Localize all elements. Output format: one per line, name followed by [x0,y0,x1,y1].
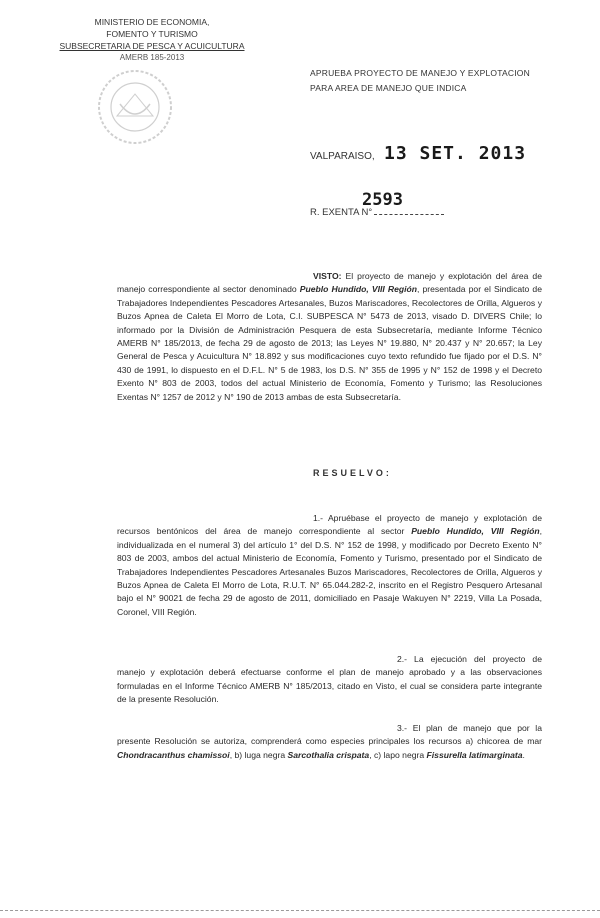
point-3-text-3: , c) lapo negra [369,749,427,760]
resolution-point-3 [117,722,542,762]
resolution-point-1 [117,512,542,619]
species-3: Fissurella latimarginata [426,749,523,760]
visto-sector: Pueblo Hundido, VIII Región [299,284,418,295]
point-2-text: 2.- La ejecución del proyecto de manejo y explotación deberá efectuarse conforme el plan de manejo aprobado y a las observaciones formuladas en el Informe Técnico AMERB N° 185/2013, citado en Visto, el cual se considera parte integrante de la presente Resolución. [117,654,542,705]
resolution-point-2 [117,653,542,707]
point-1-text-1: 1.- Apruébase el proyecto de manejo y explotación de recursos bentónicos del área de manejo correspondiente al sector [117,513,542,537]
exenta-number: 2593 [362,190,403,210]
species-2: Sarcothalia crispata [287,749,370,760]
visto-heading: VISTO: [313,271,342,281]
subject-line-1: APRUEBA PROYECTO DE MANEJO Y EXPLOTACION [310,68,530,78]
resuelvo-heading: RESUELVO: [313,468,392,478]
official-seal-stamp [92,64,178,150]
point-3-text-2: , b) luga negra [229,749,288,760]
point-3-text-1: 3.- El plan de manejo que por la presente Resolución se autoriza, comprenderá como especies principales los recursos a) chicorea de mar [117,723,542,747]
ministry-line-1: MINISTERIO DE ECONOMIA, [94,17,210,27]
visto-paragraph [117,270,542,404]
point-1-text-2: , individualizada en el numeral 3) del artículo 1° del D.S. N° 152 de 1998, y modificado por Decreto Exento N° 803 de 2003, ambos del actual Ministerio de Economía, Fomento y Turismo, presentado por el Sindicato de Trabajadores Independientes Pescadores Artesanales Buzos Mariscadores, Recolectores de Orilla, Algueros y Buzos Apnea de Caleta El Morro de Lota, R.U.T. N° 65.044.282-2, inscrito en el Registro Pesquero Artesanal bajo el N° 90021 de fecha 29 de agosto de 2011, domiciliado en Pasaje Wakuyen N° 2219, Villa La Posada, Coronel, VIII Región. [117,526,542,617]
visto-text-1: El proyecto de manejo y explotación del área de manejo correspondiente al sector denominado [117,271,542,295]
species-1: Chondracanthus chamissoi [117,749,230,760]
place-label: VALPARAISO, [310,151,375,162]
page-bottom-edge [0,910,600,911]
issuer-header [52,16,252,64]
point-3-text-4: . [522,749,525,760]
visto-text-2: , presentada por el Sindicato de Trabajadores Independientes Pescadores Artesanales, Buzos Mariscadores, Recolectores de Orilla, Algueros y Buzos Apnea de Caleta El Morro de Lota, C.I. SUBPESCA N° 5473 de 2013, visado D. DIVERS Chile; lo informado por la División de Administración Pesquera de esta Subsecretaría, mediante Informe Técnico AMERB N° 185/2013, de fecha 29 de agosto de 2013; las Leyes N° 19.880, N° 20.437 y N° 20.657; la Ley General de Pesca y Acuicultura N° 18.892 y sus modificaciones cuyo texto refundido fue fijado por el D.S. N° 430 de 1991, lo dispuesto en el D.F.L. N° 5 de 1983, los D.S. N° 355 de 1995 y N° 152 de 1998 y el Decreto Exento N° 803 de 2003, todos del actual Ministerio de Economía, Fomento y Turismo; las Resoluciones Exentas N° 1257 de 2012 y N° 190 de 2013 ambas de esta Subsecretaría. [117,284,542,402]
ministry-line-2: FOMENTO Y TURISMO [106,29,198,39]
subject-line-2: PARA AREA DE MANEJO QUE INDICA [310,83,467,93]
date-stamp: 13 SET. 2013 [384,143,527,164]
resolution-subject [310,66,580,96]
subsecretaria-line: SUBSECRETARIA DE PESCA Y ACUICULTURA [59,41,245,51]
point-1-sector: Pueblo Hundido, VIII Región [411,526,540,537]
exenta-label: R. EXENTA N° [310,207,373,218]
reference-code: AMERB 185-2013 [119,53,185,62]
